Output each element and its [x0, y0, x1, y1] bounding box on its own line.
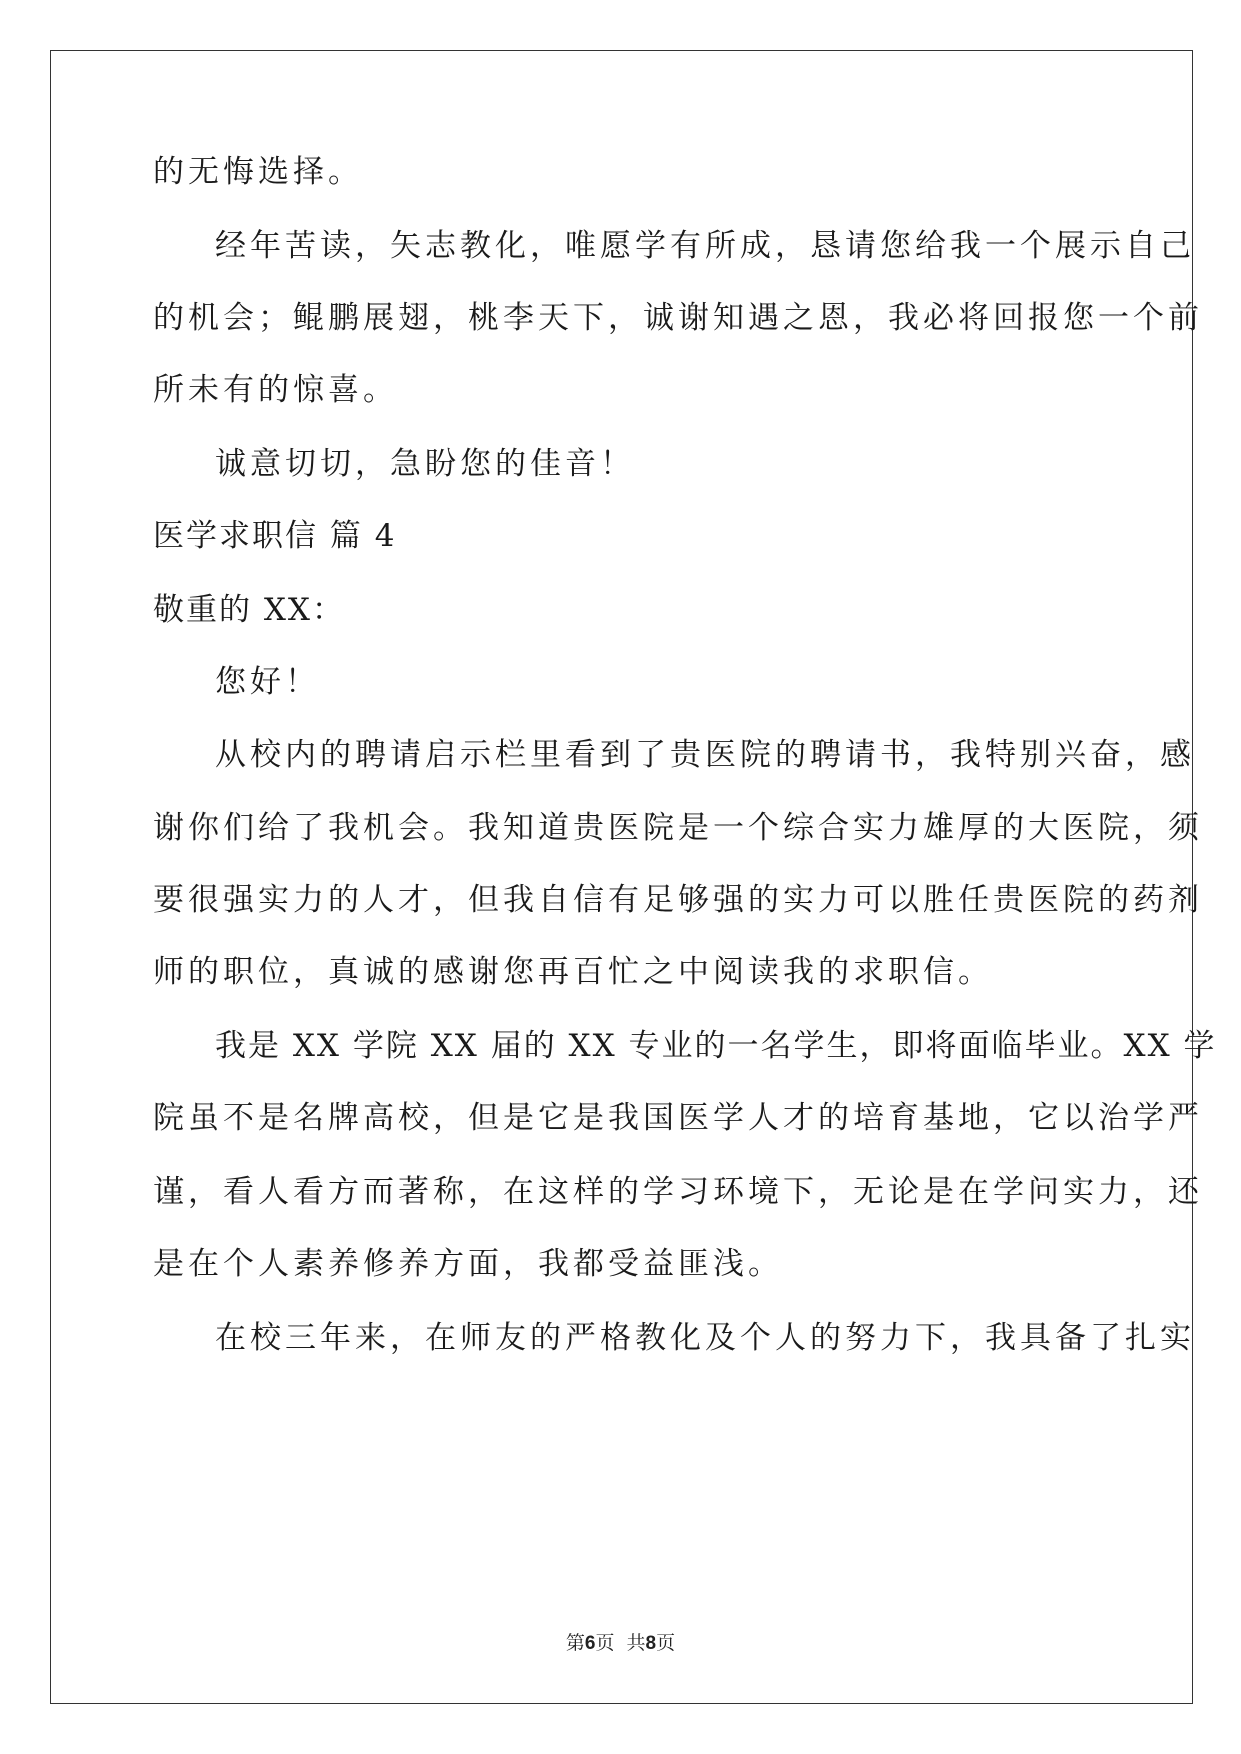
current-page-number: 6 — [584, 1633, 596, 1654]
paragraph-line: 从校内的聘请启示栏里看到了贵医院的聘请书，我特别兴奋，感 — [215, 737, 1195, 773]
paragraph-line: 师的职位，真诚的感谢您再百忙之中阅读我的求职信。 — [153, 954, 993, 990]
paragraph-line: 诚意切切，急盼您的佳音！ — [215, 446, 635, 482]
total-page-number: 8 — [645, 1633, 657, 1654]
paragraph-line: 经年苦读，矢志教化，唯愿学有所成，恳请您给我一个展示自己 — [215, 228, 1195, 264]
paragraph-line: 在校三年来，在师友的严格教化及个人的努力下，我具备了扎实 — [215, 1320, 1195, 1356]
footer-suffix: 页 — [656, 1632, 676, 1654]
paragraph-line: 所未有的惊喜。 — [153, 372, 398, 408]
salutation: 敬重的 XX： — [153, 592, 345, 628]
paragraph-line: 的无悔选择。 — [153, 154, 363, 190]
footer-mid: 页 共 — [595, 1632, 646, 1654]
paragraph-line: 要很强实力的人才，但我自信有足够强的实力可以胜任贵医院的药剂 — [153, 882, 1203, 918]
greeting: 您好！ — [215, 664, 320, 700]
footer-prefix: 第 — [565, 1632, 585, 1654]
paragraph-line: 谨，看人看方而著称，在这样的学习环境下，无论是在学问实力，还 — [153, 1174, 1203, 1210]
page-footer — [0, 1628, 1241, 1655]
paragraph-line: 的机会；鲲鹏展翅，桃李天下，诚谢知遇之恩，我必将回报您一个前 — [153, 300, 1203, 336]
paragraph-line: 是在个人素养修养方面，我都受益匪浅。 — [153, 1246, 783, 1282]
paragraph-line: 院虽不是名牌高校，但是它是我国医学人才的培育基地，它以治学严 — [153, 1100, 1203, 1136]
section-heading: 医学求职信 篇 4 — [153, 518, 397, 554]
paragraph-line: 我是 XX 学院 XX 届的 XX 专业的一名学生，即将面临毕业。XX 学 — [215, 1028, 1217, 1064]
paragraph-line: 谢你们给了我机会。我知道贵医院是一个综合实力雄厚的大医院，须 — [153, 810, 1203, 846]
